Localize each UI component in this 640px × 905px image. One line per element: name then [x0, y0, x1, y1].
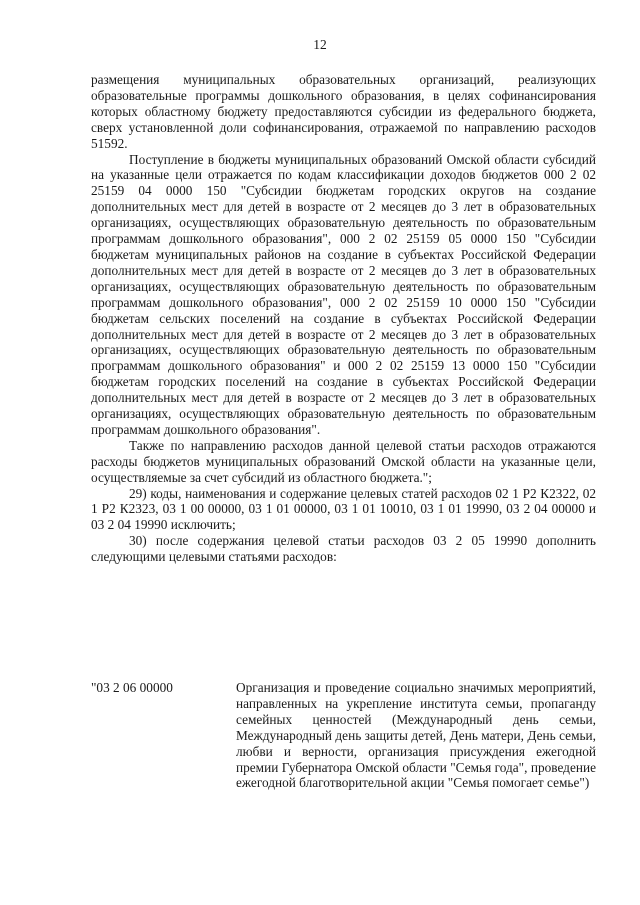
page-number: 12	[313, 37, 327, 52]
target-article-code: "03 2 06 00000	[91, 680, 173, 695]
target-article-description: Организация и проведение социально значимых мероприятий, направленных на укрепление института семьи, пропаганду семейных ценностей (Международный день семьи, Международный день защиты детей, День матери, День семьи, любви и верности, организация присуждения ежегодной премии Губернатора Омской области "Семья года", проведение ежегодной благотворительной акции "Семья помогает семье")	[236, 680, 596, 791]
paragraph-item-30: 30) после содержания целевой статьи расходов 03 2 05 19990 дополнить следующими целевыми статьями расходов:	[91, 533, 596, 565]
paragraph-item-29: 29) коды, наименования и содержание целевых статей расходов 02 1 Р2 К2322, 02 1 Р2 К2323, 03 1 00 00000, 03 1 01 00000, 03 1 01 10010, 03 1 01 19990, 03 2 04 00000 и 03 2 04 19990 исключить;	[91, 485, 596, 533]
paragraph-revenue-codes: Поступление в бюджеты муниципальных образований Омской области субсидий на указанные цели отражается по кодам классификации доходов бюджетов 000 2 02 25159 04 0000 150 "Субсидии бюджетам городских округов на создание дополнительных мест для детей в возрасте от 2 месяцев до 3 лет в образовательных организациях, осуществляющих образовательную деятельность по образовательным программам дошкольного образования", 000 2 02 25159 05 0000 150 "Субсидии бюджетам муниципальных районов на создание в субъектах Российской Федерации дополнительных мест для детей в возрасте от 2 месяцев до 3 лет в образовательных организациях, осуществляющих образовательную деятельность по образовательным программам дошкольного образования", 000 2 02 25159 10 0000 150 "Субсидии бюджетам сельских поселений на создание в субъектах Российской Федерации дополнительных мест для детей в возрасте от 2 месяцев до 3 лет в образовательных организациях, осуществляющих образовательную деятельность по образовательным программам дошкольного образования" и 000 2 02 25159 13 0000 150 "Субсидии бюджетам городских поселений на создание в субъектах Российской Федерации дополнительных мест для детей в возрасте от 2 месяцев до 3 лет в образовательных организациях, осуществляющих образовательную деятельность по образовательным программам дошкольного образования".	[91, 151, 596, 437]
paragraph-continuation: размещения муниципальных образовательных организаций, реализующих образовательные программы дошкольного образования, в целях софинансирования которых областному бюджету предоставляются субсидии из федерального бюджета, сверх установленной доли софинансирования, отражаемой по направлению расходов 51592.	[91, 72, 596, 151]
paragraph-expenses: Также по направлению расходов данной целевой статьи расходов отражаются расходы бюджетов муниципальных образований Омской области на указанные цели, осуществляемые за счет субсидий из областного бюджета.";	[91, 437, 596, 485]
document-body	[91, 72, 596, 565]
